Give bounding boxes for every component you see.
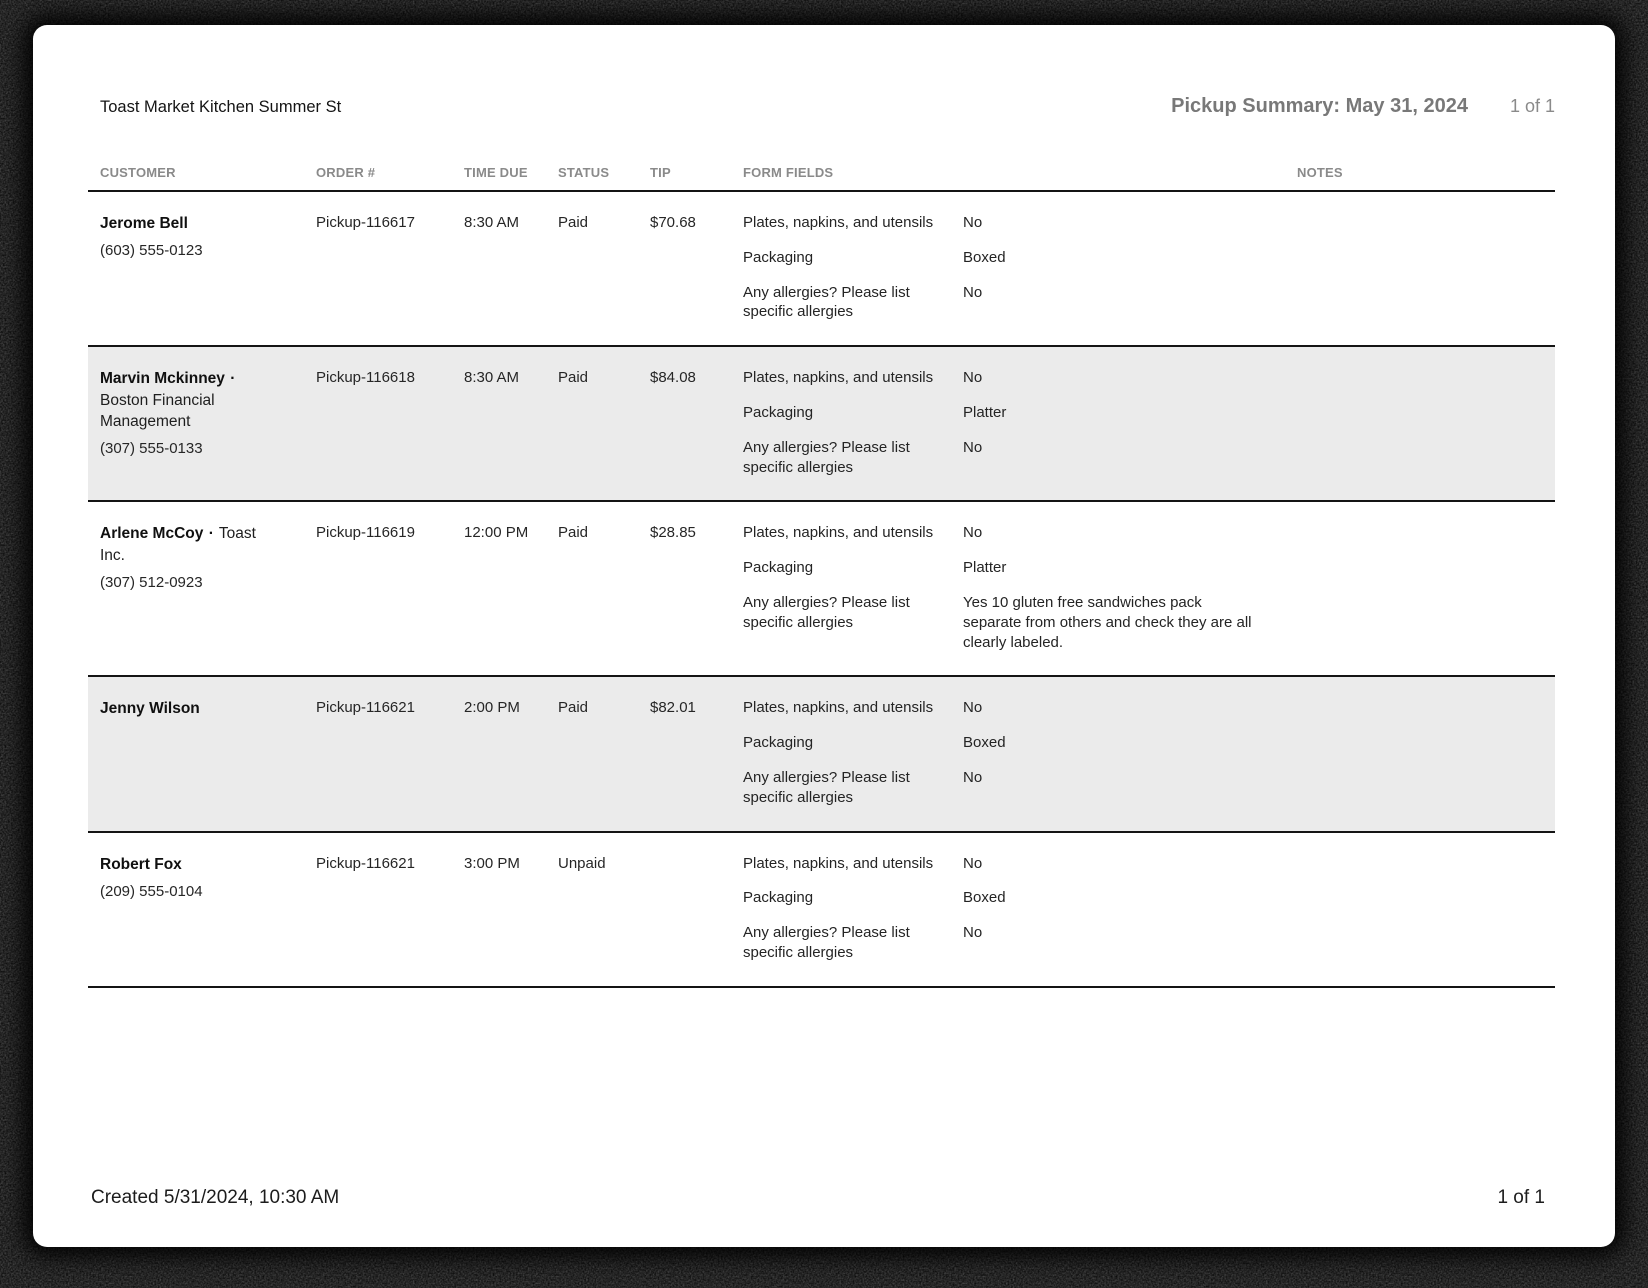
form-field-value: Platter	[963, 403, 1007, 421]
form-field-label: Packaging	[743, 559, 814, 577]
notes-cell	[1285, 854, 1555, 963]
form-field-label: Any allergies? Please list specific allergies	[743, 924, 910, 961]
footer-page-indicator: 1 of 1	[1497, 1187, 1545, 1208]
form-field-value: Yes 10 gluten free sandwiches pack separate from others and check they are all clearly labeled.	[963, 593, 1252, 651]
column-header-status: STATUS	[558, 165, 610, 180]
notes-cell	[1285, 523, 1555, 652]
customer-company: Toast Inc.	[100, 525, 256, 564]
customer-phone: (603) 555-0123	[100, 242, 203, 260]
status: Unpaid	[558, 854, 606, 872]
customer-name: Arlene McCoy	[100, 525, 204, 543]
form-field-label: Any allergies? Please list specific allergies	[743, 593, 910, 631]
customer-name-line	[100, 213, 270, 234]
form-fields-cell	[731, 698, 1285, 807]
form-field-label: Any allergies? Please list specific allergies	[743, 283, 910, 321]
customer-cell	[88, 523, 304, 652]
form-fields-cell	[731, 368, 1285, 477]
report-title: Pickup Summary: May 31, 2024	[1171, 95, 1468, 117]
customer-separator	[182, 856, 184, 873]
form-field-value: Boxed	[963, 248, 1006, 266]
column-header-notes: NOTES	[1297, 165, 1343, 180]
form-field-label: Plates, napkins, and utensils	[743, 369, 934, 387]
report-header-right	[1171, 95, 1555, 118]
column-header-customer: CUSTOMER	[100, 165, 176, 180]
customer-phone: (307) 512-0923	[100, 574, 203, 592]
table-row	[88, 192, 1555, 347]
customer-name: Jerome Bell	[100, 215, 188, 232]
order-number: Pickup-116618	[316, 369, 415, 387]
tip	[638, 854, 731, 963]
status: Paid	[558, 369, 589, 387]
order-number: Pickup-116617	[316, 214, 415, 231]
customer-phone: (209) 555-0104	[100, 882, 203, 900]
form-field-label: Plates, napkins, and utensils	[743, 854, 934, 872]
customer-name: Jenny Wilson	[100, 700, 200, 718]
form-field-value: No	[963, 854, 983, 872]
time-due: 8:30 AM	[464, 214, 520, 231]
customer-name: Robert Fox	[100, 855, 182, 873]
customer-separator: ·	[208, 525, 214, 543]
form-field-value: No	[963, 924, 983, 942]
form-field-label: Plates, napkins, and utensils	[743, 524, 934, 542]
time-due: 3:00 PM	[464, 854, 520, 872]
form-field-value: No	[963, 768, 983, 786]
customer-name-line	[100, 368, 270, 432]
report-header	[88, 25, 1555, 118]
tip: $70.68	[650, 214, 696, 231]
time-due: 8:30 AM	[464, 369, 520, 387]
form-fields-list	[731, 854, 1285, 963]
customer-separator	[188, 215, 190, 232]
report-footer	[88, 1187, 1545, 1209]
status: Paid	[558, 524, 589, 542]
table-row	[88, 502, 1555, 677]
form-field-label: Any allergies? Please list specific allergies	[743, 768, 910, 806]
form-fields-list	[731, 698, 1285, 807]
table-row	[88, 677, 1555, 832]
form-field-label: Packaging	[743, 889, 814, 907]
order-number: Pickup-116621	[316, 699, 415, 717]
form-field-label: Packaging	[743, 248, 814, 266]
column-header-spacer	[963, 165, 1285, 180]
tip: $28.85	[650, 524, 696, 542]
form-fields-cell	[731, 213, 1285, 322]
table-header-row	[88, 165, 1555, 192]
form-fields-cell	[731, 854, 1285, 963]
form-field-value: No	[963, 369, 983, 387]
notes-cell	[1285, 368, 1555, 477]
pickup-table-body	[88, 192, 1555, 988]
customer-cell	[88, 213, 304, 322]
form-field-value: Boxed	[963, 889, 1006, 907]
table-row	[88, 833, 1555, 988]
column-header-order: ORDER #	[316, 165, 376, 180]
form-field-label: Plates, napkins, and utensils	[743, 699, 934, 717]
tip: $82.01	[650, 699, 696, 717]
form-field-value: No	[963, 524, 983, 542]
customer-phone: (307) 555-0133	[100, 440, 203, 458]
customer-name-line	[100, 698, 270, 719]
form-field-label: Packaging	[743, 403, 814, 421]
customer-name-line	[100, 523, 270, 566]
page-indicator-top: 1 of 1	[1509, 96, 1555, 116]
notes-cell	[1285, 698, 1555, 807]
column-header-time-due: TIME DUE	[464, 165, 528, 180]
notes-cell	[1285, 213, 1555, 322]
customer-name: Marvin Mckinney	[100, 370, 225, 388]
restaurant-name: Toast Market Kitchen Summer St	[100, 98, 342, 116]
form-fields-list	[731, 368, 1285, 477]
order-number: Pickup-116619	[316, 524, 415, 542]
form-fields-list	[731, 213, 1285, 322]
customer-cell	[88, 698, 304, 807]
form-field-label: Packaging	[743, 734, 814, 752]
customer-name-line	[100, 854, 270, 875]
form-fields-cell	[731, 523, 1285, 652]
form-fields-list	[731, 523, 1285, 652]
status: Paid	[558, 214, 589, 231]
form-field-value: No	[963, 438, 983, 456]
form-field-value: Boxed	[963, 734, 1006, 752]
form-field-label: Any allergies? Please list specific allergies	[743, 438, 910, 476]
tip: $84.08	[650, 369, 696, 387]
customer-cell	[88, 368, 304, 477]
form-field-label: Plates, napkins, and utensils	[743, 214, 934, 231]
time-due: 12:00 PM	[464, 524, 529, 542]
form-field-value: No	[963, 214, 983, 231]
form-field-value: No	[963, 283, 983, 301]
column-header-form-fields: FORM FIELDS	[743, 165, 834, 180]
report-page	[33, 25, 1615, 1247]
customer-cell	[88, 854, 304, 963]
order-number: Pickup-116621	[316, 854, 415, 872]
report-content	[88, 25, 1555, 988]
form-field-value: No	[963, 699, 983, 717]
form-field-value: Platter	[963, 559, 1007, 577]
footer-created-timestamp: Created 5/31/2024, 10:30 AM	[91, 1187, 340, 1208]
table-row	[88, 347, 1555, 502]
customer-separator	[200, 700, 202, 717]
status: Paid	[558, 699, 589, 717]
customer-separator: ·	[230, 370, 236, 388]
customer-company: Boston Financial Management	[100, 391, 215, 430]
column-header-tip: TIP	[650, 165, 671, 180]
time-due: 2:00 PM	[464, 699, 520, 717]
